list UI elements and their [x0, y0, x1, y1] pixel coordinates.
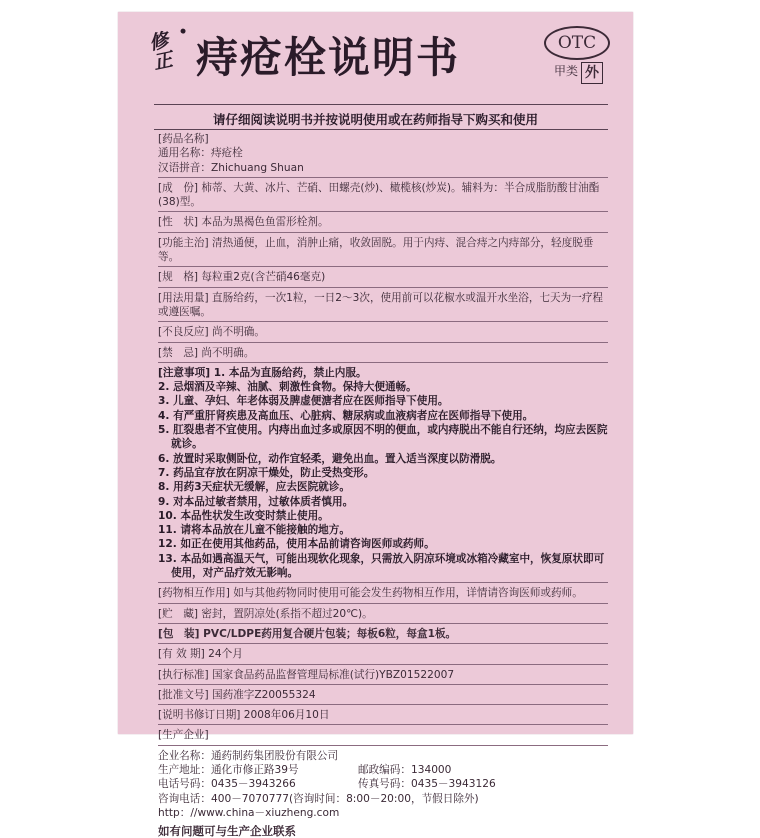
note-3: 3. 儿童、孕妇、年老体弱及脾虚便溏者应在医师指导下使用。: [158, 395, 449, 408]
instruction-leaflet: [118, 12, 633, 838]
approval-number: [批准文号] 国药准字Z20055324: [158, 688, 316, 701]
divider: [158, 643, 608, 645]
divider: [158, 664, 608, 666]
divider: [158, 603, 608, 605]
leaflet-title: 痔疮栓说明书: [196, 33, 461, 82]
divider: [158, 704, 608, 706]
divider: [158, 211, 608, 213]
storage: [贮 藏] 密封，置阴凉处(系指不超过20℃)。: [158, 607, 373, 620]
common-name: 通用名称：痔疮栓: [158, 147, 243, 160]
phone-row: [158, 777, 608, 791]
validity: [有 效 期] 24个月: [158, 648, 243, 661]
contraindications: [禁 忌] 尚不明确。: [158, 346, 255, 359]
divider: [158, 232, 608, 234]
divider: [158, 623, 608, 625]
header-rule-bottom: [154, 129, 608, 130]
divider: [158, 266, 608, 268]
address-row: [158, 763, 608, 777]
fax: 传真号码：0435－3943126: [358, 778, 496, 791]
website: http：//www.china－xiuzheng.com: [158, 806, 340, 819]
character: [性 状] 本品为黑褐色鱼雷形栓剂。: [158, 216, 329, 229]
postcode: 邮政编码：134000: [358, 763, 452, 776]
company-name: 企业名称：通药制药集团股份有限公司: [158, 749, 339, 762]
divider: [158, 582, 608, 584]
drug-interaction: [药物相互作用] 如与其他药物同时使用可能会发生药物相互作用，详情请咨询医师或药师。: [158, 587, 583, 600]
note-7: 7. 药品宜存放在阴凉干燥处，防止受热变形。: [158, 466, 375, 479]
usage-dosage: [用法用量] 直肠给药，一次1粒，一日2～3次，使用前可以花椒水或温开水坐浴，七天为一疗程或遵医嘱。: [158, 291, 604, 318]
executive-standard: [执行标准] 国家食品药品监督管理局标准(试行)YBZ01522007: [158, 668, 455, 681]
revision-date: [说明书修订日期] 2008年06月10日: [158, 709, 330, 722]
note-9: 9. 对本品过敏者禁用，过敏体质者慎用。: [158, 495, 354, 508]
address: 生产地址：通化市修正路39号: [158, 763, 299, 776]
note-13: 13. 本品如遇高温天气，可能出现软化现象，只需放入阴凉环境或冰箱冷藏室中，恢复原状即可使用，对产品疗效无影响。: [158, 552, 605, 580]
header-rule-top: [154, 104, 608, 105]
divider: [158, 362, 608, 364]
manufacturer-heading: [生产企业]: [158, 729, 209, 742]
specification: [规 格] 每粒重2克(含芒硝46毫克): [158, 271, 326, 284]
divider: [158, 287, 608, 289]
function-indication: [功能主治] 清热通便，止血，消肿止痛，收敛固脱。用于内痔、混合痔之内痔部分，轻度脱垂等。: [158, 236, 594, 264]
phone: 电话号码：0435－3943266: [158, 778, 296, 791]
package: [包 装] PVC/LDPE药用复合硬片包装；每板6粒，每盒1板。: [158, 627, 457, 640]
note-8: 8. 用药3天症状无缓解，应去医院就诊。: [158, 481, 350, 494]
adverse-reactions: [不良反应] 尚不明确。: [158, 326, 265, 339]
note-5: 5. 肛裂患者不宜使用。内痔出血过多或原因不明的便血，或内痔脱出不能自行还纳，均应去医院就诊。: [158, 424, 608, 451]
divider: [158, 321, 608, 323]
drug-name-heading: [药品名称]: [158, 133, 209, 145]
brand-logo: 修正: [147, 27, 190, 81]
note-10: 10. 本品性状发生改变时禁止使用。: [158, 509, 329, 522]
divider: [158, 342, 608, 344]
leaflet-body: [158, 132, 608, 838]
otc-badge: OTC: [544, 26, 610, 60]
pinyin-name: 汉语拼音：Zhichuang Shuan: [158, 161, 304, 174]
divider: [158, 684, 608, 686]
note-2: 2. 忌烟酒及辛辣、油腻、刺激性食物。保持大便通畅。: [158, 381, 417, 394]
note-4: 4. 有严重肝肾疾患及高血压、心脏病、糖尿病或血液病者应在医师指导下使用。: [158, 409, 534, 422]
hotline: 咨询电话：400－7070777(咨询时间：8:00－20:00，节假日除外): [158, 792, 479, 805]
footer-contact: 如有问题可与生产企业联系: [158, 824, 296, 838]
reading-notice: 请仔细阅读说明书并按说明使用或在药师指导下购买和使用: [212, 112, 538, 127]
note-11: 11. 请将本品放在儿童不能接触的地方。: [158, 524, 350, 537]
class-label: 甲类: [554, 64, 579, 78]
divider: [158, 745, 608, 747]
note-6: 6. 放置时采取侧卧位，动作宜轻柔，避免出血。置入适当深度以防滑脱。: [158, 452, 502, 465]
divider: [158, 177, 608, 179]
note-12: 12. 如正在使用其他药品，使用本品前请咨询医师或药师。: [158, 538, 435, 551]
ingredients: [成 份] 柿蒂、大黄、冰片、芒硝、田螺壳(炒)、橄榄核(炒炭)。辅料为：半合成脂肪酸甘油酯(38)型。: [158, 181, 600, 209]
external-use-badge: 外: [581, 62, 603, 84]
divider: [158, 724, 608, 726]
note-1: [注意事项] 1. 本品为直肠给药，禁止内服。: [158, 366, 367, 379]
